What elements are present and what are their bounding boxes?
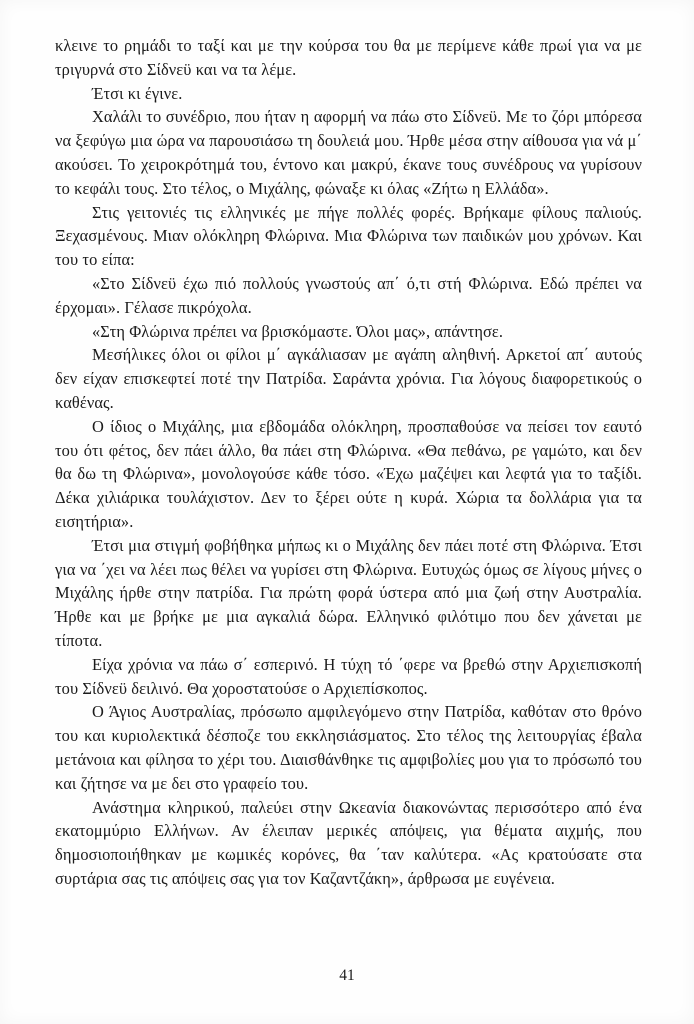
paragraph: Χαλάλι το συνέδριο, που ήταν η αφορμή να πάω στο Σίδνεϋ. Με το ζόρι μπόρεσα να ξεφύγω μια ώρα να παρουσιάσω τη δουλειά μου. Ήρθε μέσα στην αίθουσα για νά μ΄ ακούσει. Το χειροκρότημά του, έντονο και μακρύ, έκανε τους συνέδρους να γυρίσουν το κεφάλι τους. Στο τέλος, ο Μιχάλης, φώναξε κι όλας «Ζήτω η Ελλάδα». <box>55 107 642 198</box>
paragraph: Στις γειτονιές τις ελληνικές με πήγε πολλές φορές. Βρήκαμε φίλους παλιούς. Ξεχασμένους. Μιαν ολόκληρη Φλώρινα. Μια Φλώρινα των παιδικών μου χρόνων. Και του το είπα: <box>55 202 642 270</box>
paragraph: Έτσι κι έγινε. <box>92 83 183 103</box>
paragraph: Ο ίδιος ο Μιχάλης, μια εβδομάδα ολόκληρη, προσπαθούσε να πείσει τον εαυτό του ότι φέτος, δεν πάει άλλο, θα πάει στη Φλώρινα. «Θα πεθάνω, ρε γαμώτο, και δεν θα δω τη Φλώρινα», μονολογούσε κάθε τόσο. «Έχω μαζέψει και λεφτά για το ταξίδι. Δέκα χιλιάρικα τουλάχιστον. Δεν το ξέρει ούτε η κυρά. Χώρια τα δολλάρια για τα εισητήρια». <box>55 416 642 531</box>
paragraph: Είχα χρόνια να πάω σ΄ εσπερινό. Η τύχη τό ΄φερε να βρεθώ στην Αρχιεπισκοπή του Σίδνεϋ δειλινό. Θα χοροστατούσε ο Αρχιεπίσκοπος. <box>55 654 642 698</box>
paragraph: Μεσήλικες όλοι οι φίλοι μ΄ αγκάλιασαν με αγάπη αληθινή. Αρκετοί απ΄ αυτούς δεν είχαν επισκεφτεί ποτέ την Πατρίδα. Σαράντα χρόνια. Για λόγους διαφορετικούς ο καθένας. <box>55 345 642 412</box>
text-block <box>55 34 642 891</box>
paragraph: Ο Άγιος Αυστραλίας, πρόσωπο αμφιλεγόμενο στην Πατρίδα, καθόταν στο θρόνο του και κυριολεκτικά δέσποζε του εκκλησιάσματος. Στο τέλος της λειτουργίας έβαλα μετάνοια και φίλησα το χέρι του. Διαισθάνθηκε τις αμφιβολίες μου για το πρόσωπό του και ζήτησε να με δει στο γραφείο του. <box>55 702 642 793</box>
paragraph: «Στο Σίδνεϋ έχω πιό πολλούς γνωστούς απ΄ ό,τι στή Φλώρινα. Εδώ πρέπει να έρχομαι». Γέλασε πικρόχολα. <box>55 273 642 317</box>
paragraph: Έτσι μια στιγμή φοβήθηκα μήπως κι ο Μιχάλης δεν πάει ποτέ στη Φλώρινα. Έτσι για να ΄χει να λέει πως θέλει να γυρίσει στη Φλώρινα. Ευτυχώς όμως σε λίγους μήνες ο Μιχάλης ήρθε στην πατρίδα. Για πρώτη φορά ύστερα από μια ζωή στην Αυστραλία. Ήρθε και με βρήκε με μια αγκαλιά δώρα. Ελληνικό φιλότιμο που δεν χάνεται με τίποτα. <box>55 535 642 650</box>
paragraph: Ανάστημα κληρικού, παλεύει στην Ωκεανία διακονώντας περισσότερο από ένα εκατομμύριο Ελλήνων. Αν έλειπαν μερικές απόψεις, για θέματα αιχμής, που δημοσιοποιήθηκαν με κωμικές κορόνες, θα ΄ταν καλύτερα. «Ας κρατούσατε στα συρτάρια σας τις απόψεις σας για τον Καζαντζάκη», άρθρωσα με ευγένεια. <box>55 797 642 888</box>
paragraph: «Στη Φλώρινα πρέπει να βρισκόμαστε. Όλοι μας», απάντησε. <box>92 321 504 341</box>
paragraph: κλεινε το ρημάδι το ταξί και με την κούρσα του θα με περίμενε κάθε πρωί για να με τριγυρνά στο Σίδνεϋ και να τα λέμε. <box>55 36 642 79</box>
page-number: 41 <box>339 967 355 984</box>
